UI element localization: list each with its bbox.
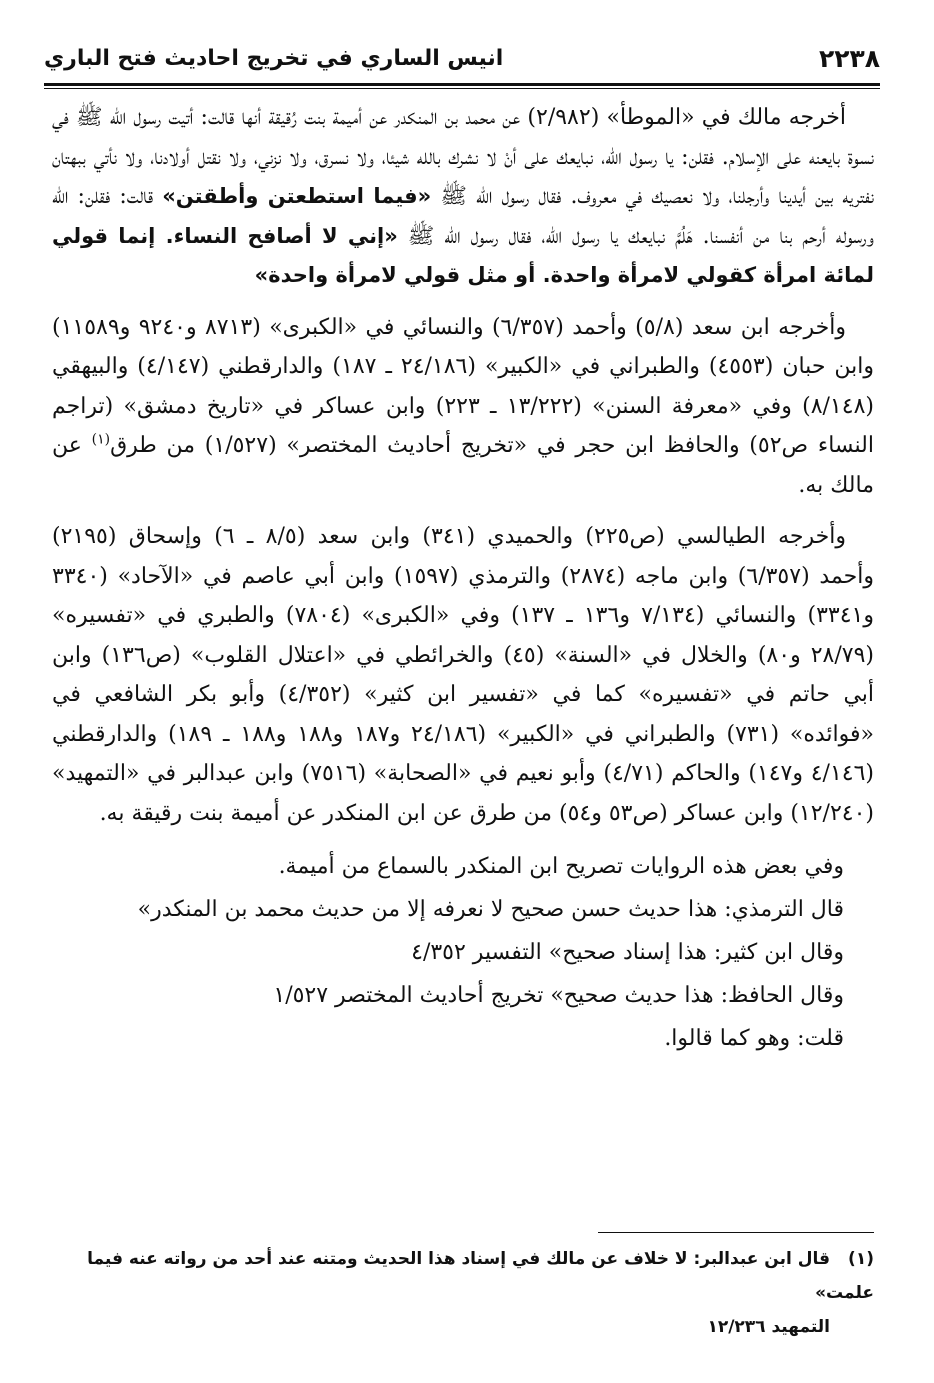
footnote-number: (١) xyxy=(848,1249,874,1269)
text-line: قلت: وهو كما قالوا. xyxy=(664,1026,844,1051)
header-rule-thin xyxy=(44,88,880,89)
paragraph-text: أخرجه مالك في «الموطأ» (٢/٩٨٢) عن محمد بن المنكدر عن أميمة بنت رُقيقة أنها قالت: أتيت رسول الله ﷺ في نسوة بايعنه على الإسلام. فقلن: يا رسول الله، نبايعك على أنْ لا نشرك بالله شيئا، ولا نسرق، ولا نزني، ولا نقتل أولادنا، ولا نأتي ببهتان نفتريه بين أيدينا وأرجلنا، ولا نعصيك في معروف. فقال رسول الله ﷺ xyxy=(52,105,874,209)
paragraph-text: وأخرجه ابن سعد (٥/٨) وأحمد (٦/٣٥٧) والنسائي في «الكبرى» (٨٧١٣ و٩٢٤٠ و١١٥٨٩) وابن حبان (٤٥٥٣) والطبراني في «الكبير» (٢٤/١٨٦ ـ ١٨٧) والدارقطني (٤/١٤٧) والبيهقي (٨/١٤٨) وفي «معرفة السنن» (١٣/٢٢٢ ـ ٢٢٣) وابن عساكر في «تاريخ دمشق» (تراجم النساء ص٥٢) والحافظ ابن حجر في «تخريج أحاديث المختصر» (١/٥٢٧) من طرق xyxy=(52,314,875,458)
paragraph-text: قالت: فقلن: الله ورسوله أرحم بنا من أنفسنا. هَلُمَّ نبايعك يا رسول الله، فقال رسول الله ﷺ xyxy=(52,184,875,249)
paragraph-hadith-text xyxy=(52,98,874,296)
running-title: انيس الساري في تخريج احاديث فتح الباري xyxy=(44,46,504,71)
text-line: قال الترمذي: هذا حديث حسن صحيح لا نعرفه إلا من حديث محمد بن المنكدر» xyxy=(137,897,844,922)
footnote-line xyxy=(52,1242,874,1310)
main-text xyxy=(52,98,874,1060)
footnote xyxy=(52,1242,874,1344)
header-rule xyxy=(44,83,880,86)
paragraph-takhrij-others xyxy=(52,517,874,833)
paragraph-text: وأخرجه الطيالسي (ص٢٢٥) والحميدي (٣٤١) وابن سعد (٨/٥ ـ ٦) وإسحاق (٢١٩٥) وأحمد (٦/٣٥٧) وابن ماجه (٢٨٧٤) والترمذي (١٥٩٧) وابن أبي عاصم في «الآحاد» (٣٣٤٠ و٣٣٤١) والنسائي (٧/١٣٤ و١٣٦ ـ ١٣٧) وفي «الكبرى» (٧٨٠٤) والطبري في «تفسيره» (٢٨/٧٩ و٨٠) والخلال في «السنة» (٤٥) والخرائطي في «اعتلال القلوب» (ص١٣٦) وابن أبي حاتم في «تفسيره» كما في «تفسير ابن كثير» (٤/٣٥٢) وأبو بكر الشافعي في «فوائده» (٧٣١) والطبراني في «الكبير» (٢٤/١٨٦ و١٨٧ و١٨٨ و١٨٨ ـ ١٨٩) والدارقطني (٤/١٤٦ و١٤٧) والحاكم (٤/٧١) وأبو نعيم في «الصحابة» (٧٥١٦) وابن عبدالبر في «التمهيد» (١٢/٢٤٠) وابن عساكر (ص٥٣ و٥٤) من طرق عن ابن المنكدر عن أميمة بنت رقيقة به. xyxy=(52,524,875,826)
page-number: ٢٢٣٨ xyxy=(818,44,880,73)
prophet-quote: «فيما استطعتن وأطقتن» xyxy=(162,184,432,208)
text-line: وقال ابن كثير: هذا إسناد صحيح» التفسير ٤/٣٥٢ xyxy=(411,940,844,965)
page-header xyxy=(44,40,880,80)
footnote-source: التمهيد ١٢/٢٣٦ xyxy=(707,1317,830,1337)
text-line: وقال الحافظ: هذا حديث صحيح» تخريج أحاديث المختصر ١/٥٢٧ xyxy=(273,983,844,1008)
footnote-reference: (١) xyxy=(91,431,111,448)
paragraph-takhrij-malik xyxy=(52,308,874,506)
footnote-separator xyxy=(598,1232,874,1233)
text-line: وفي بعض هذه الروايات تصريح ابن المنكدر بالسماع من أميمة. xyxy=(278,854,844,879)
paragraph-text: عن مالك به. xyxy=(52,433,874,498)
footnote-text: قال ابن عبدالبر: لا خلاف عن مالك في إسناد هذا الحديث ومتنه عند أحد من رواته عنه فيما علمت» xyxy=(87,1249,874,1303)
prophet-quote: «إني لا أصافح النساء. إنما قولي لمائة امرأة كقولي لامرأة واحدة. أو مثل قولي لامرأة واحدة» xyxy=(52,223,874,287)
